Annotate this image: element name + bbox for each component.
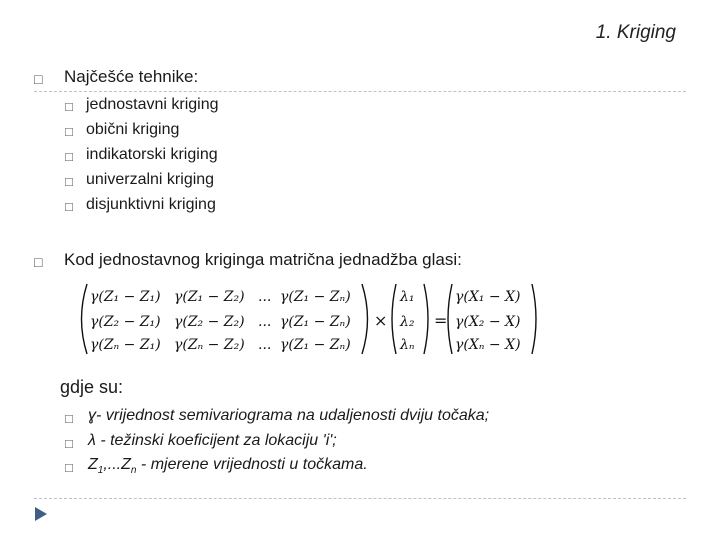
matrix-cell: ... <box>258 337 272 353</box>
matrix-cell: γ(Z₁ − Z₂) <box>174 289 245 305</box>
technique-item: indikatorski kriging <box>86 146 218 163</box>
matrix-cell: γ(Z₁ − Zₙ) <box>280 337 351 353</box>
times-sign: × <box>374 311 388 330</box>
matrix-cell: γ(Zₙ − Z₁) <box>90 337 161 353</box>
definition-lambda: λ - težinski koeficijent za lokaciju 'i'; <box>88 432 337 449</box>
matrix-cell: ... <box>258 314 272 330</box>
technique-item: univerzalni kriging <box>86 171 215 188</box>
definition-z-sub1: 1 <box>97 465 104 477</box>
lambda-cell: λ₁ <box>400 289 415 305</box>
definition-z-text: - mjerene vrijednosti u točkama. <box>136 456 368 473</box>
next-slide-arrow-icon[interactable] <box>34 506 48 527</box>
definition-z-range: ,...Z <box>103 456 131 473</box>
slide-title: 1. Kriging <box>595 22 676 43</box>
lambda-cell: λ₂ <box>400 314 415 330</box>
left-paren <box>82 284 88 354</box>
bullet-icon: □ <box>65 149 73 164</box>
definition-z-subn: n <box>130 465 137 477</box>
lambda-left-paren <box>392 284 396 354</box>
technique-item: jednostavni kriging <box>86 96 219 113</box>
rhs-cell: γ(X₂ − X) <box>455 314 521 330</box>
matrix-cell: γ(Z₂ − Z₂) <box>174 314 245 330</box>
bullet-icon: □ <box>65 199 73 214</box>
matrix-cell: ... <box>258 289 272 305</box>
matrix-cell: γ(Z₂ − Z₁) <box>90 314 161 330</box>
divider-bottom <box>34 498 686 499</box>
technique-item: obični kriging <box>86 121 180 138</box>
rhs-left-paren <box>448 284 452 354</box>
bullet-icon: □ <box>65 174 73 189</box>
definition-z-letter: Z <box>88 456 98 473</box>
matrix-cell: γ(Zₙ − Z₂) <box>174 337 245 353</box>
divider-top <box>34 91 686 92</box>
where-label: gdje su: <box>60 377 124 397</box>
bullet-icon: □ <box>65 124 73 139</box>
matrix-cell: γ(Z₁ − Z₁) <box>90 289 161 305</box>
bullet-icon: □ <box>65 436 73 451</box>
rhs-cell: γ(X₁ − X) <box>455 289 521 305</box>
heading-matrix-equation: Kod jednostavnog kriginga matrična jednadžba glasi: <box>64 250 462 269</box>
heading-techniques: Najčešće tehnike: <box>64 67 199 86</box>
bullet-icon: □ <box>65 460 73 475</box>
matrix-cell: γ(Z₁ − Zₙ) <box>280 314 351 330</box>
bullet-icon: □ <box>65 99 73 114</box>
equals-sign: = <box>434 311 448 330</box>
right-paren <box>362 284 368 354</box>
definition-z <box>88 456 368 476</box>
matrix-cell: γ(Z₁ − Zₙ) <box>280 289 351 305</box>
rhs-cell: γ(Xₙ − X) <box>455 337 521 353</box>
bullet-icon: □ <box>65 411 73 426</box>
lambda-cell: λₙ <box>400 337 415 353</box>
lambda-right-paren <box>424 284 428 354</box>
rhs-right-paren <box>532 284 536 354</box>
bullet-icon: □ <box>34 71 43 87</box>
bullet-icon: □ <box>34 254 43 270</box>
technique-item: disjunktivni kriging <box>86 196 216 213</box>
definition-gamma: ɣ- vrijednost semivariograma na udaljenosti dviju točaka; <box>88 407 490 424</box>
matrix-equation <box>78 281 538 362</box>
